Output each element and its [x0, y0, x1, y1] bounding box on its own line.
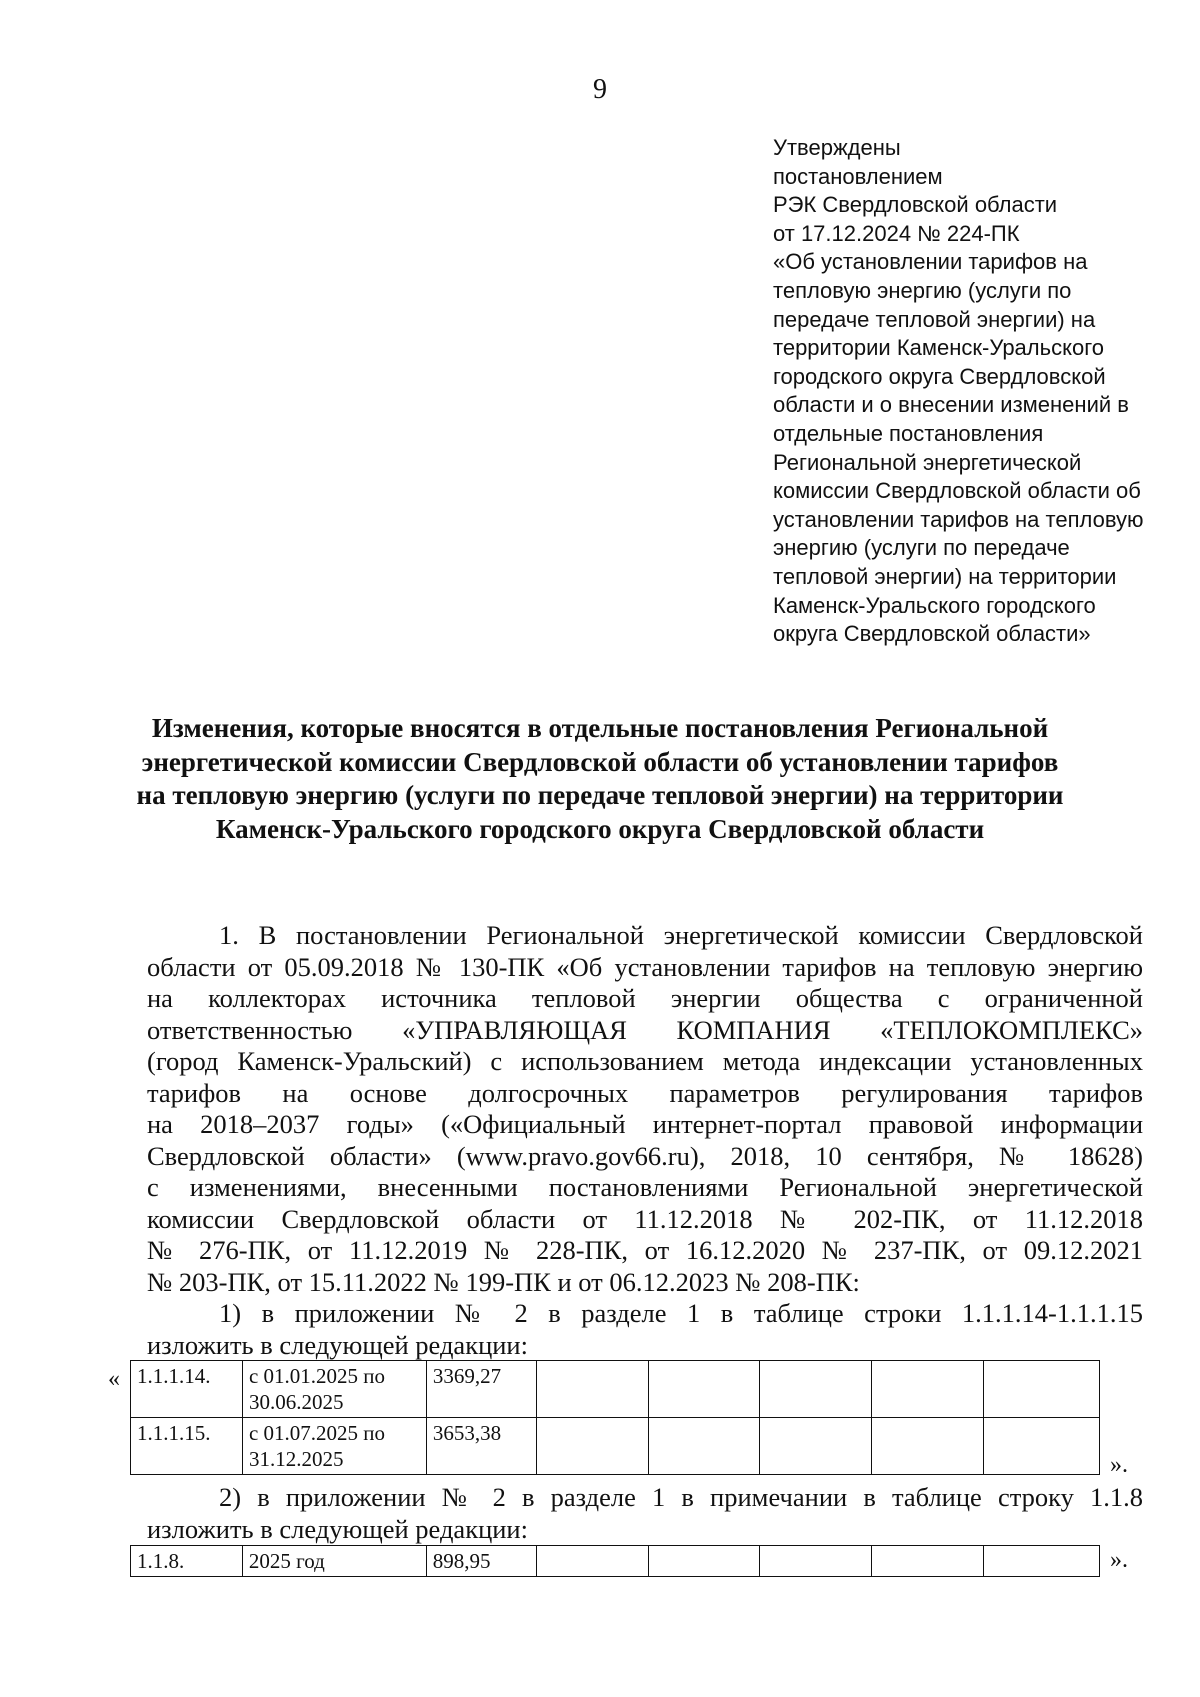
approval-line: городского округа Свердловской — [773, 363, 1106, 389]
paragraph-line: ответственностью «УПРАВЛЯЮЩАЯ КОМПАНИЯ «ТЕПЛОКОМПЛЕКС» — [147, 1014, 1143, 1045]
empty-cell — [872, 1546, 984, 1577]
empty-cell — [760, 1546, 872, 1577]
tariff-value-cell: 3369,27 — [426, 1361, 536, 1418]
approval-line: от 17.12.2024 № 224-ПК — [773, 220, 1020, 246]
approval-block — [773, 134, 1163, 649]
paragraph-line: с изменениями, внесенными постановлениями Региональной энергетической — [147, 1172, 1143, 1202]
approval-line: Региональной энергетической — [773, 449, 1082, 475]
period-cell: 2025 год — [242, 1546, 426, 1577]
paragraph-line: области от 05.09.2018 № 130-ПК «Об установлении тарифов на тепловую энергию — [147, 951, 1143, 982]
paragraph-line: (город Каменск-Уральский) с использованием метода индексации установленных — [147, 1046, 1143, 1076]
table-row — [131, 1418, 1100, 1475]
close-quote: ». — [1110, 1547, 1128, 1573]
tariff-table-2 — [130, 1545, 1100, 1577]
empty-cell — [872, 1361, 984, 1418]
item-line: 2) в приложении № 2 в разделе 1 в примечании в таблице строку 1.1.8 — [219, 1482, 1143, 1512]
paragraph-line: 1. В постановлении Региональной энергетической комиссии Свердловской — [219, 920, 1143, 950]
approval-line: передаче тепловой энергии) на — [773, 306, 1096, 332]
close-quote: ». — [1110, 1452, 1128, 1478]
item-line: 1) в приложении № 2 в разделе 1 в таблице строки 1.1.1.14-1.1.1.15 — [219, 1298, 1143, 1328]
period-cell: с 01.01.2025 по 30.06.2025 — [242, 1361, 426, 1418]
empty-cell — [984, 1418, 1100, 1475]
title-line: Каменск-Уральского городского округа Свердловской области — [215, 813, 985, 844]
tariff-table-1 — [130, 1360, 1100, 1475]
approval-line: РЭК Свердловской области — [773, 192, 1058, 218]
item-line: изложить в следующей редакции: — [147, 1513, 528, 1544]
empty-cell — [760, 1361, 872, 1418]
approval-line: территории Каменск-Уральского — [773, 335, 1104, 361]
approval-line: тепловую энергию (услуги по — [773, 277, 1072, 303]
open-quote: « — [108, 1366, 120, 1392]
table-row — [131, 1361, 1100, 1418]
row-number-cell: 1.1.1.15. — [131, 1418, 243, 1475]
title-line: Изменения, которые вносятся в отдельные постановления Региональной — [151, 713, 1049, 743]
document-title — [120, 712, 1080, 846]
item-1 — [147, 1298, 1143, 1361]
title-line: на тепловую энергию (услуги по передаче тепловой энергии) на территории — [136, 780, 1064, 810]
empty-cell — [648, 1361, 760, 1418]
period-cell: с 01.07.2025 по 31.12.2025 — [242, 1418, 426, 1475]
item-2 — [147, 1482, 1143, 1545]
approval-line: отдельные постановления — [773, 420, 1044, 446]
page-number: 9 — [593, 74, 607, 105]
item-line: изложить в следующей редакции: — [147, 1329, 528, 1360]
empty-cell — [536, 1546, 648, 1577]
approval-line: комиссии Свердловской области об — [773, 478, 1141, 504]
empty-cell — [536, 1361, 648, 1418]
approval-line: Утверждены — [773, 135, 901, 160]
approval-line: области и о внесении изменений в — [773, 392, 1129, 418]
approval-line: постановлением — [773, 163, 943, 189]
paragraph-line: Свердловской области» (www.pravo.gov66.ru), 2018, 10 сентября, № 18628) — [147, 1140, 1143, 1171]
approval-line: энергию (услуги по передаче — [773, 535, 1070, 561]
paragraph-line: № 203-ПК, от 15.11.2022 № 199-ПК и от 06.12.2023 № 208-ПК: — [147, 1266, 860, 1297]
row-number-cell: 1.1.8. — [131, 1546, 243, 1577]
table-row — [131, 1546, 1100, 1577]
tariff-value-cell: 898,95 — [426, 1546, 536, 1577]
paragraph-line: на 2018–2037 годы» («Официальный интернет-портал правовой информации — [147, 1109, 1143, 1139]
title-line: энергетической комиссии Свердловской области об установлении тарифов — [141, 746, 1059, 777]
empty-cell — [872, 1418, 984, 1475]
paragraph-line: комиссии Свердловской области от 11.12.2018 № 202-ПК, от 11.12.2018 — [147, 1203, 1143, 1234]
approval-line: Каменск-Уральского городского — [773, 592, 1096, 618]
empty-cell — [984, 1361, 1100, 1418]
paragraph-line: № 276-ПК, от 11.12.2019 № 228-ПК, от 16.12.2020 № 237-ПК, от 09.12.2021 — [147, 1235, 1143, 1265]
empty-cell — [536, 1418, 648, 1475]
empty-cell — [648, 1546, 760, 1577]
approval-line: округа Свердловской области» — [773, 621, 1091, 647]
empty-cell — [760, 1418, 872, 1475]
paragraph-line: тарифов на основе долгосрочных параметров регулирования тарифов — [147, 1077, 1143, 1108]
paragraph-line: на коллекторах источника тепловой энергии общества с ограниченной — [147, 983, 1143, 1013]
tariff-value-cell: 3653,38 — [426, 1418, 536, 1475]
approval-line: установлении тарифов на тепловую — [773, 506, 1144, 532]
approval-line: тепловой энергии) на территории — [773, 563, 1117, 589]
approval-line: «Об установлении тарифов на — [773, 249, 1088, 275]
empty-cell — [984, 1546, 1100, 1577]
paragraph-1 — [147, 920, 1143, 1298]
row-number-cell: 1.1.1.14. — [131, 1361, 243, 1418]
empty-cell — [648, 1418, 760, 1475]
